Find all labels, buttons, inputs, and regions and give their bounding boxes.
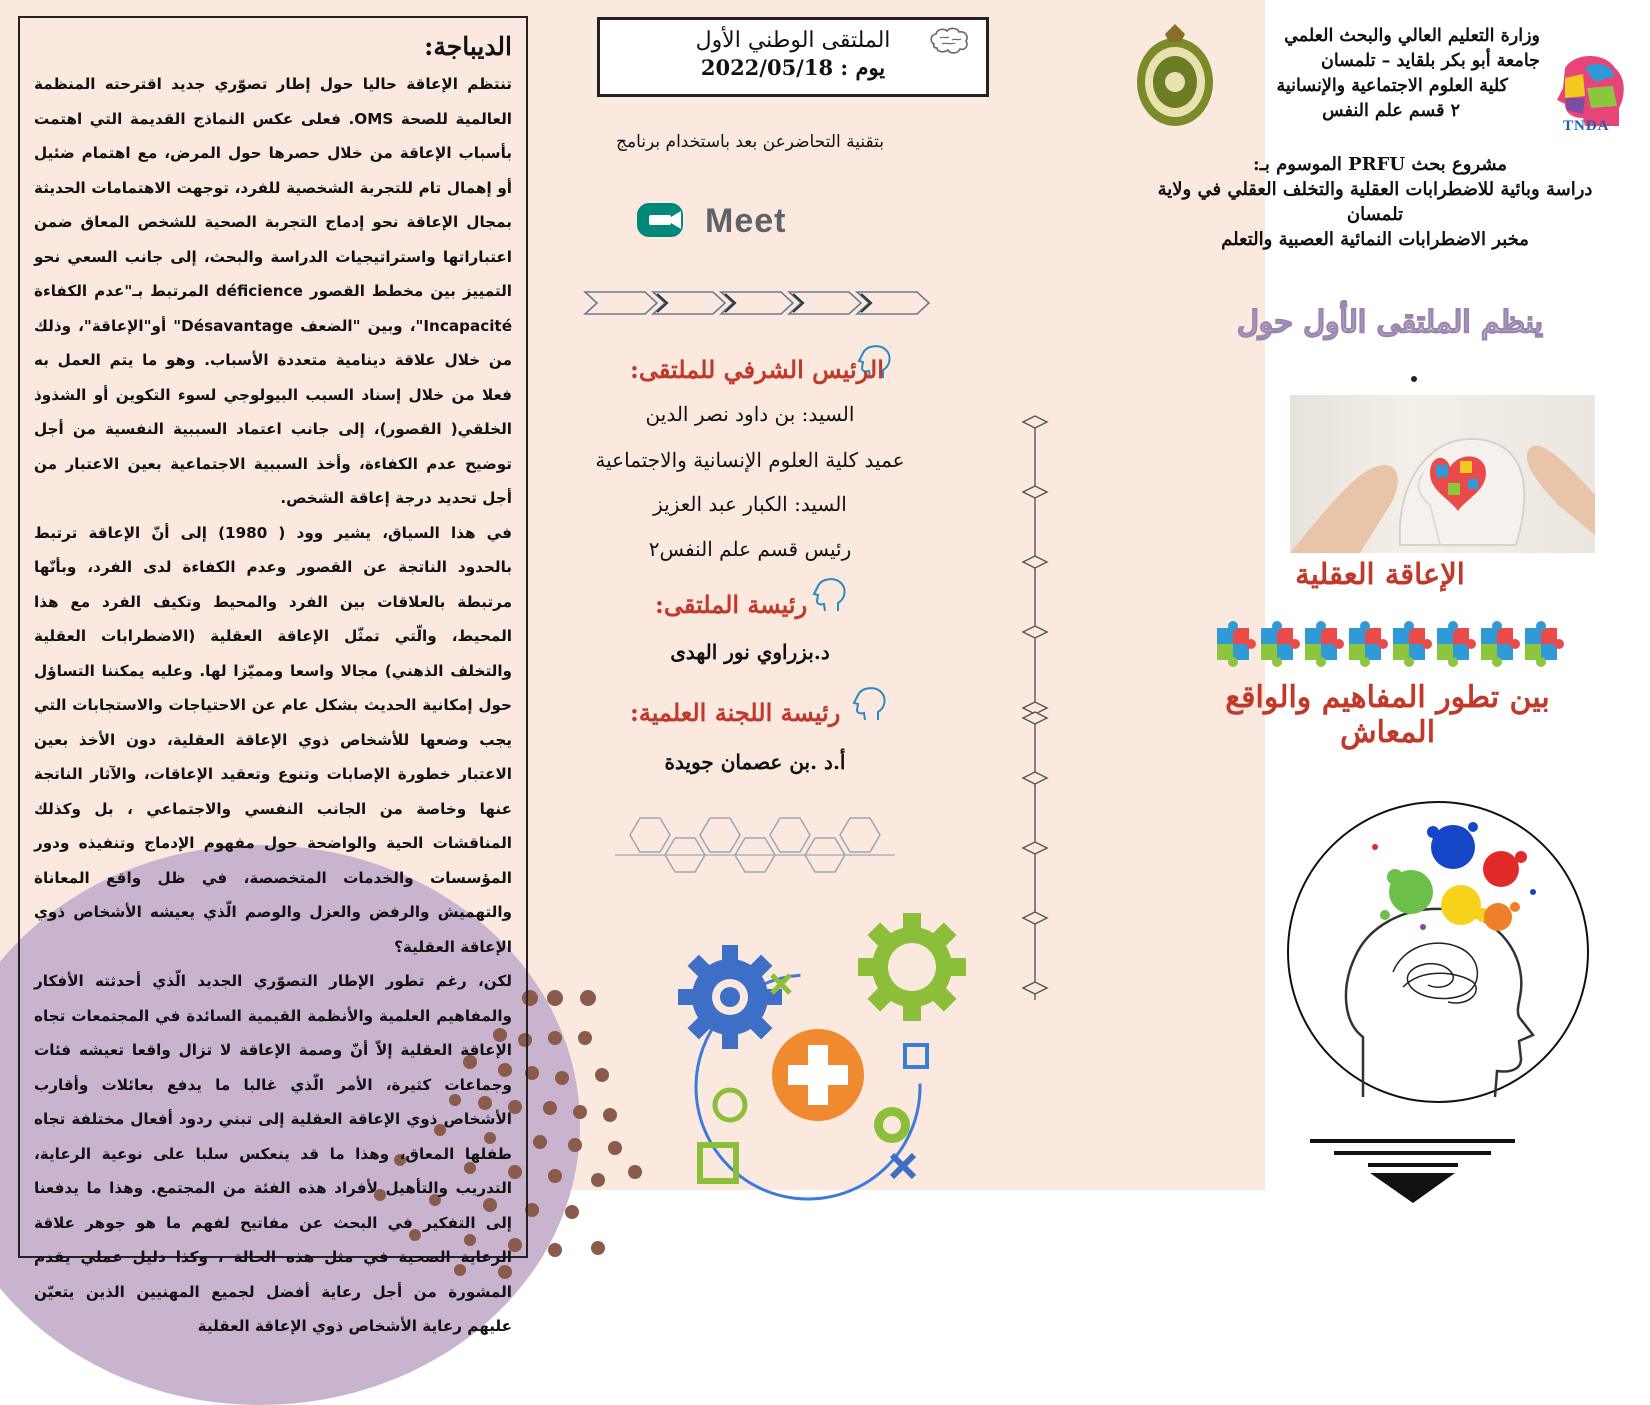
hands-puzzle-photo <box>1290 395 1595 553</box>
honorary-person1-name: السيد: بن داود نصر الدين <box>645 402 855 426</box>
scientific-chair-name: أ.د .بن عصمان جويدة <box>664 750 846 774</box>
scientific-chair-label: رئيسة اللجنة العلمية: <box>630 698 841 727</box>
conference-date: يوم : 2022/05/18 <box>700 55 886 80</box>
down-arrow-symbol <box>1310 1137 1515 1205</box>
hexagon-decoration <box>610 810 900 890</box>
organizes-heading: ينظم الملتقى الأول حول <box>1236 305 1544 340</box>
puzzle-head-icon <box>1535 48 1635 153</box>
vertical-divider <box>1015 410 1055 1010</box>
project-line-3: مخبر الاضطرابات النمائية العصبية والتعلم <box>1221 229 1529 250</box>
university-line: جامعة أبو بكر بلقايد – تلمسان <box>1320 51 1540 71</box>
honorary-chair-label: الرئيس الشرفي للملتقى: <box>630 355 884 384</box>
preamble-paragraph-1: تنتظم الإعاقة حاليا حول إطار تصوّري جديد اقترحته المنظمة العالمية للصحة OMS. فعلى عكس النماذج القديمة التي اهتمت بأسباب الإعاقة من خلال حصرها حول المرض، مع اهتمام ضئيل أو إهمال تام للتجربة الشخصية للفرد، توجهت الاهتمامات الحديثة بمجال الإعاقة نحو إدماج التجربة الصحية للشخص المعاق ضمن اعتباراتها واستراتيجيات الدراسة والبحث، إلى جانب السعي نحو التمييز بين مخطط القصور déficience المرتبط بـ"عدم الكفاءة Incapacité"، وبين "الضعف Désavantage" أو"الإعاقة"، وذلك من خلال علاقة دينامية متعددة الأسباب. وهو ما يتم العمل به فعلا من خلال إسناد السبب البيولوجي لسوء التكوين أو الشذوذ الخلقي( القصور)، إلى جانب اعتماد السببية النفسية من أجل توضيح عدم الكفاءة، وأخذ السببية الاجتماعية بعين الاعتبار من أجل تحديد درجة إعاقة الشخص. <box>34 75 512 507</box>
paint-splash-head-illustration <box>1283 797 1593 1107</box>
institution-block <box>1230 24 1540 124</box>
meet-logo <box>635 193 870 249</box>
meet-icon <box>635 199 693 243</box>
brain-icon <box>928 26 972 56</box>
preamble-panel <box>18 16 528 1335</box>
chevron-divider <box>583 288 933 318</box>
honorary-person2-name: السيد: الكبار عبد العزيز <box>653 492 847 516</box>
project-block <box>1140 152 1610 252</box>
project-line-1: مشروع بحث PRFU الموسوم بـ: <box>1252 154 1508 175</box>
honorary-person1-title: عميد كلية العلوم الإنسانية والاجتماعية <box>595 448 905 472</box>
topic-subtitle: بين تطور المفاهيم والواقع المعاش <box>1225 680 1550 750</box>
topic-title: الإعاقة العقلية <box>1295 557 1465 591</box>
speaking-head-icon <box>848 686 888 724</box>
project-line-2: دراسة وبائية للاضطرابات العقلية والتخلف العقلي في ولاية تلمسان <box>1157 179 1593 225</box>
faculty-line: كلية العلوم الاجتماعية والإنسانية <box>1276 76 1508 96</box>
health-gears-illustration <box>660 915 980 1190</box>
honorary-person2-title: رئيس قسم علم النفس٢ <box>648 537 852 561</box>
conference-chair-name: د.بزراوي نور الهدى <box>670 640 830 664</box>
tnda-logo-text: TNDA <box>1563 118 1610 134</box>
preamble-paragraph-2: في هذا السياق، يشير وود ( 1980) إلى أنّ الإعاقة ترتبط بالحدود الناتجة عن القصور وعدم الكفاءة لدى الفرد، وبأنّها مرتبطة بالعلاقات بين الفرد والمحيط وتكيف الفرد مع هذا المحيط، والّتي تمثّل الإعاقة العقلية (الاضطرابات العقلية والتخلف الذهني) مجالا واسعا ومميّزا لها. وعليه يمكننا التساؤل حول إمكانية الحديث بشكل عام عن الاحتياجات والاستجابات التي يجب وضعها للأشخاص ذوي الإعاقة العقلية، دون الأخذ بعين الاعتبار خطورة الإصابات وتنوع وتعقيد الإعاقات، والآثار الناتجة عنها وخاصة من الجانب النفسي والاجتماعي ، بل وكذلك المناقشات الحية والواضحة حول مفهوم الإدماج وتنفيذه ودور المؤسسات والخدمات المتخصصة، في ظل واقع المعاناة والتهميش والرفض والعزل والوصم الّذي يعيشه الأشخاص ذوي الإعاقة العقلية؟ <box>34 523 512 956</box>
university-logo <box>1125 20 1225 130</box>
conference-name: الملتقى الوطني الأول <box>695 28 891 53</box>
remote-note: بتقنية التحاضرعن بعد باستخدام برنامج <box>616 132 884 152</box>
meet-label: Meet <box>705 201 787 240</box>
puzzle-pieces-row <box>1215 618 1570 674</box>
bullet-dot <box>1411 376 1417 382</box>
preamble-title: الديباجة: <box>424 32 512 61</box>
department-line: ٢ قسم علم النفس <box>1322 101 1460 121</box>
photo-illustration <box>1290 395 1595 553</box>
ministry-line: وزارة التعليم العالي والبحث العلمي <box>1284 26 1540 46</box>
speaking-head-icon <box>808 577 848 615</box>
tnda-logo <box>1535 48 1635 153</box>
conference-chair-label: رئيسة الملتقى: <box>655 590 808 619</box>
preamble-paragraph-3: لكن، رغم تطور الإطار التصوّري الجديد الّذي أحدثته الأفكار والمفاهيم العلمية والأنظمة القيمية السائدة في المجتمعات تجاه الإعاقة العقلية إلاّ أنّ وصمة الإعاقة لا تزال واقعا تعيشه فئات وجماعات كثيرة، الأمر الّذي غالبا ما يدفع بعائلات وأقارب الأشخاص ذوي الإعاقة العقلية إلى تبني ردود أفعال مختلفة تجاه طفلها المعاق، وهذا ما قد ينعكس سلبا على نوعية الرعاية، التدريب والتأهيل لأفراد هذه الفئة من المجتمع. وهذا ما يدفعنا إلى التفكير في البحث عن مفاتيح لفهم ما هو جوهر علاقة الرعاية الصحية في مثل هذه الحالة ، وكذا دليل عملي يقدم المشورة من أجل رعاية أفضل لجميع المهنيين الذين يتعيّن عليهم رعاية الأشخاص ذوي الإعاقة العقلية <box>34 972 512 1335</box>
